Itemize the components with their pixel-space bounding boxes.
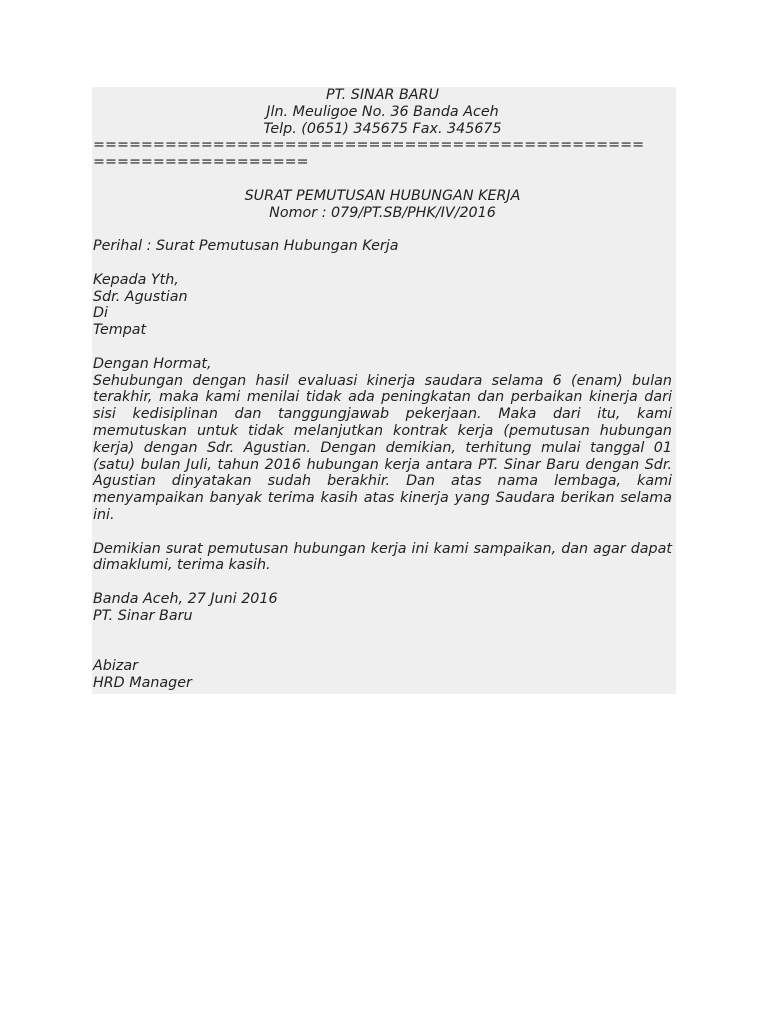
recipient-di: Di [93,305,108,322]
company-address: Jln. Meuligoe No. 36 Banda Aceh [266,103,499,120]
termination-letter [92,87,676,694]
company-phone: Telp. (0651) 345675 Fax. 345675 [263,120,502,137]
letter-number: Nomor : 079/PT.SB/PHK/IV/2016 [269,204,496,221]
letter-title: SURAT PEMUTUSAN HUBUNGAN KERJA [244,187,521,204]
place-date: Banda Aceh, 27 Juni 2016 [93,590,278,607]
body-paragraph-main: Sehubungan dengan hasil evaluasi kinerja saudara selama 6 (enam) bulan terakhir, maka kami menilai tidak ada peningkatan dan perbaikan kinerja dari sisi kedisiplinan dan tanggungjawab pekerjaan. Maka dari itu, kami memutuskan untuk tidak melanjutkan kontrak kerja (pemutusan hubungan kerja) dengan Sdr. Agustian. Dengan demikian, terhitung mulai tanggal 01 (satu) bulan Juli, tahun 2016 hubungan kerja antara PT. Sinar Baru dengan Sdr. Agustian dinyatakan sudah berakhir. Dan atas nama lembaga, kami menyampaikan banyak terima kasih atas kinerja yang Saudara berikan selama ini. [93,372,672,523]
letter-subject: Perihal : Surat Pemutusan Hubungan Kerja [93,238,399,255]
recipient-salutation: Kepada Yth, [93,271,179,288]
separator-line: ============================================== [93,137,645,154]
closing-company: PT. Sinar Baru [93,607,193,624]
body-paragraph-closing: Demikian surat pemutusan hubungan kerja ini kami sampaikan, dan agar dapat dimaklumi, terima kasih. [93,540,672,574]
letterhead [93,87,672,137]
separator-line-continued: ================== [93,154,309,171]
greeting: Dengan Hormat, [93,355,212,372]
recipient-name: Sdr. Agustian [93,288,188,305]
signer-title: HRD Manager [93,674,192,691]
recipient-block [93,272,672,339]
company-name: PT. SINAR BARU [326,87,439,103]
recipient-place: Tempat [93,322,147,339]
closing-block [93,591,672,692]
letter-heading [93,188,672,222]
signer-name: Abizar [93,658,138,675]
